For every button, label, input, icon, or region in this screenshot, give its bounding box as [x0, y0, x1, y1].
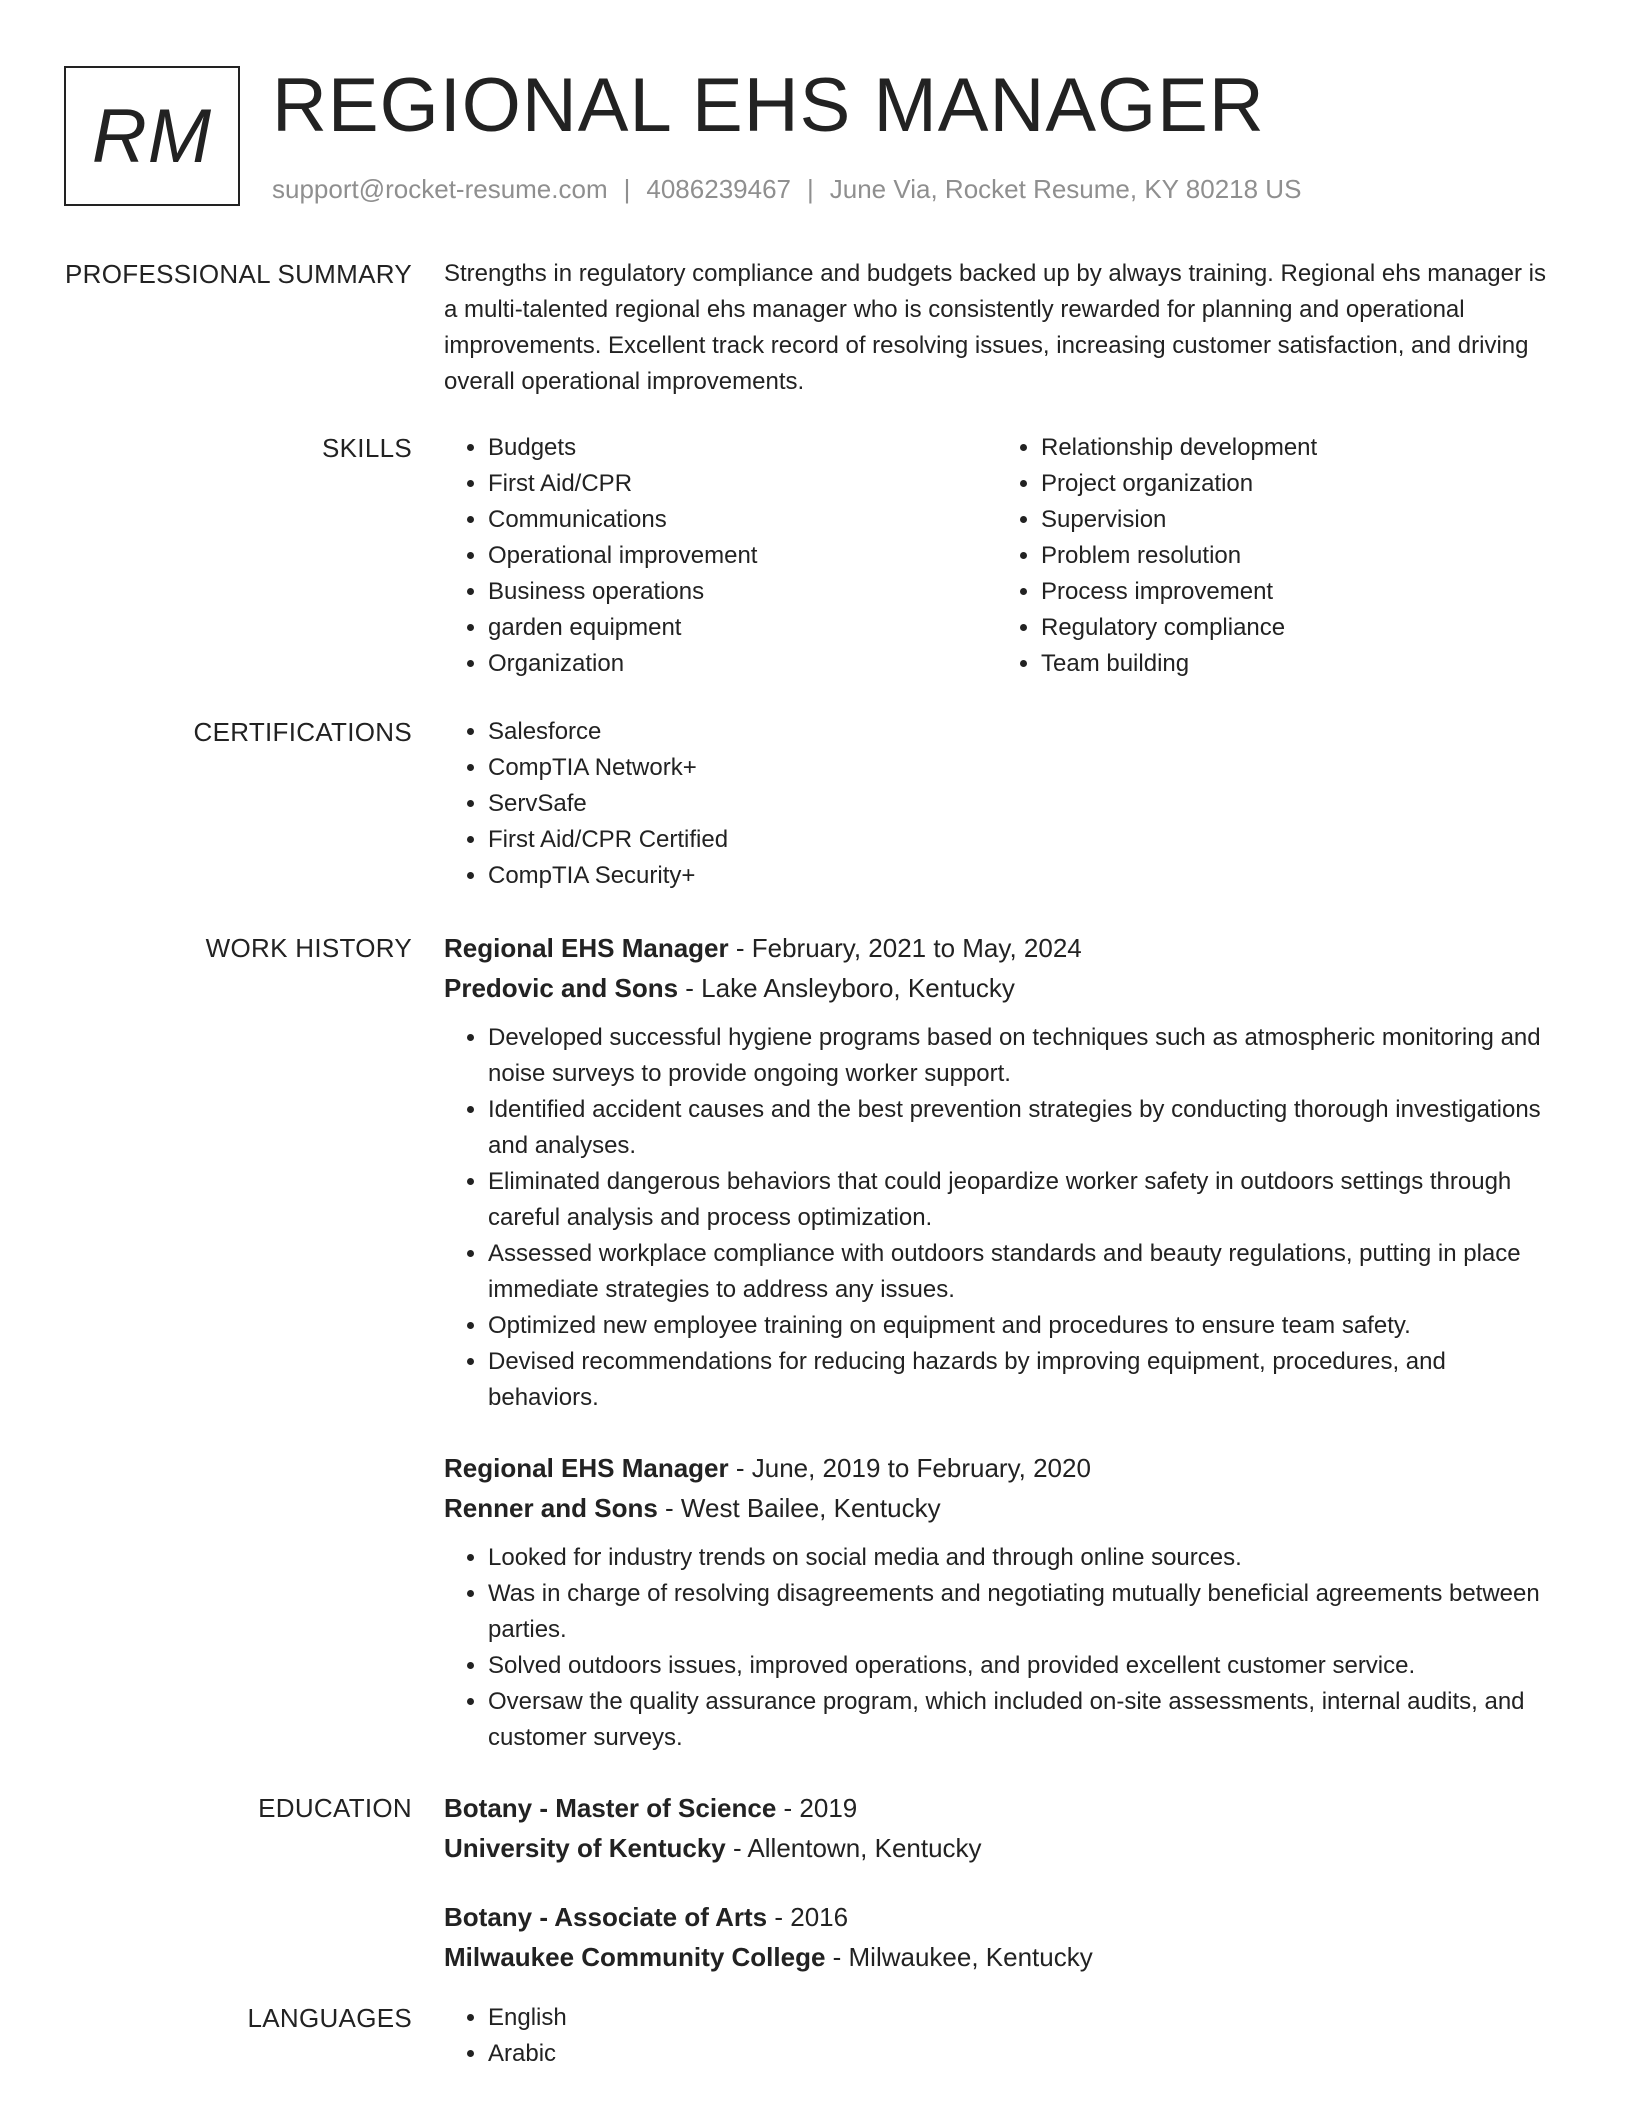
- contact-line: [272, 174, 1301, 205]
- education-location: - Allentown, Kentucky: [725, 1833, 982, 1863]
- job-title: Regional EHS Manager: [444, 1453, 729, 1483]
- education-degree: Botany - Associate of Arts: [444, 1902, 768, 1932]
- skill-item: • Regulatory compliance: [1041, 610, 1550, 646]
- education-year: - 2016: [767, 1902, 849, 1932]
- section-label-certifications: CERTIFICATIONS: [193, 717, 412, 747]
- certification-item: • ServSafe: [488, 786, 1550, 822]
- skill-item: • Business operations: [488, 574, 997, 610]
- education-entry: [444, 1897, 1550, 1977]
- job-bullet: • Optimized new employee training on equipment and procedures to ensure team safety.: [488, 1308, 1550, 1344]
- section-label-work-history: WORK HISTORY: [205, 933, 412, 963]
- job-bullet: • Identified accident causes and the best prevention strategies by conducting thorough investigations and analyses.: [488, 1092, 1550, 1164]
- job-title-line: [444, 1448, 1550, 1488]
- job-bullet: • Oversaw the quality assurance program, which included on-site assessments, internal audits, and customer surveys.: [488, 1684, 1550, 1756]
- skills-list-left: [444, 430, 997, 682]
- skill-item: • Organization: [488, 646, 997, 682]
- job-bullet: • Solved outdoors issues, improved operations, and provided excellent customer service.: [488, 1648, 1550, 1684]
- skills-list-right: [997, 430, 1550, 682]
- job-location: - Lake Ansleyboro, Kentucky: [678, 973, 1015, 1003]
- job-bullet: • Eliminated dangerous behaviors that could jeopardize worker safety in outdoors settings through careful analysis and process optimization.: [488, 1164, 1550, 1236]
- section-label-languages: LANGUAGES: [247, 2003, 412, 2033]
- education-degree-line: [444, 1788, 1550, 1828]
- job-company: Renner and Sons: [444, 1493, 658, 1523]
- skill-item: • Process improvement: [1041, 574, 1550, 610]
- skill-item: • Team building: [1041, 646, 1550, 682]
- skills-columns: [444, 430, 1550, 682]
- certification-item: • First Aid/CPR Certified: [488, 822, 1550, 858]
- skill-item: • Relationship development: [1041, 430, 1550, 466]
- education-body: [444, 1788, 1550, 1977]
- job-company-line: [444, 1488, 1550, 1528]
- contact-address: June Via, Rocket Resume, KY 80218 US: [829, 174, 1302, 204]
- certifications-list: [444, 714, 1550, 894]
- education-degree: Botany - Master of Science: [444, 1793, 777, 1823]
- job-bullet: • Assessed workplace compliance with outdoors standards and beauty regulations, putting in place immediate strategies to address any issues.: [488, 1236, 1550, 1308]
- job-bullet: • Devised recommendations for reducing hazards by improving equipment, procedures, and behaviors.: [488, 1344, 1550, 1416]
- certification-item: • CompTIA Security+: [488, 858, 1550, 894]
- education-entry: [444, 1788, 1550, 1868]
- education-school: University of Kentucky: [444, 1833, 726, 1863]
- job-bullet: • Looked for industry trends on social media and through online sources.: [488, 1540, 1550, 1576]
- job-bullet: • Was in charge of resolving disagreements and negotiating mutually beneficial agreements between parties.: [488, 1576, 1550, 1648]
- job-bullet: • Developed successful hygiene programs based on techniques such as atmospheric monitoring and noise surveys to provide ongoing worker support.: [488, 1020, 1550, 1092]
- job-bullets: [444, 1540, 1550, 1756]
- skill-item: • Project organization: [1041, 466, 1550, 502]
- section-label-summary: PROFESSIONAL SUMMARY: [65, 259, 412, 289]
- education-school-line: [444, 1937, 1550, 1977]
- job-entry: [444, 928, 1550, 1416]
- job-dates: - February, 2021 to May, 2024: [728, 933, 1082, 963]
- job-company-line: [444, 968, 1550, 1008]
- job-title-line: [444, 928, 1550, 968]
- certifications-body: [444, 714, 1550, 894]
- skill-item: • First Aid/CPR: [488, 466, 997, 502]
- education-location: - Milwaukee, Kentucky: [825, 1942, 1093, 1972]
- section-label-skills: SKILLS: [322, 433, 412, 463]
- page-title: REGIONAL EHS MANAGER: [272, 63, 1265, 148]
- job-bullets: [444, 1020, 1550, 1416]
- skill-item: • Supervision: [1041, 502, 1550, 538]
- skill-item: • Communications: [488, 502, 997, 538]
- section-label-education: EDUCATION: [258, 1793, 412, 1823]
- contact-email: support@rocket-resume.com: [272, 174, 608, 204]
- contact-separator: |: [807, 174, 814, 204]
- skill-item: • Operational improvement: [488, 538, 997, 574]
- skill-item: • garden equipment: [488, 610, 997, 646]
- work-history-body: [444, 928, 1550, 1416]
- contact-phone: 4086239467: [646, 174, 791, 204]
- skill-item: • Budgets: [488, 430, 997, 466]
- language-item: • English: [488, 2000, 1550, 2036]
- language-item: • Arabic: [488, 2036, 1550, 2072]
- job-company: Predovic and Sons: [444, 973, 679, 1003]
- certification-item: • Salesforce: [488, 714, 1550, 750]
- monogram-logo: RM: [64, 66, 240, 206]
- education-year: - 2019: [776, 1793, 858, 1823]
- education-school-line: [444, 1828, 1550, 1868]
- skill-item: • Problem resolution: [1041, 538, 1550, 574]
- education-school: Milwaukee Community College: [444, 1942, 826, 1972]
- summary-text: Strengths in regulatory compliance and budgets backed up by always training. Regional ehs manager is a multi-talented regional ehs manager who is consistently rewarded for planning and operational improvements. Excellent track record of resolving issues, increasing customer satisfaction, and driving overall operational improvements.: [444, 260, 1546, 395]
- languages-body: [444, 2000, 1550, 2072]
- job-dates: - June, 2019 to February, 2020: [728, 1453, 1091, 1483]
- job-title: Regional EHS Manager: [444, 933, 729, 963]
- resume-header: [64, 63, 1564, 216]
- certification-item: • CompTIA Network+: [488, 750, 1550, 786]
- education-degree-line: [444, 1897, 1550, 1937]
- work-history-body-2: [444, 1448, 1550, 1756]
- job-entry: [444, 1448, 1550, 1756]
- languages-list: [444, 2000, 1550, 2072]
- contact-separator: |: [623, 174, 631, 204]
- job-location: - West Bailee, Kentucky: [657, 1493, 941, 1523]
